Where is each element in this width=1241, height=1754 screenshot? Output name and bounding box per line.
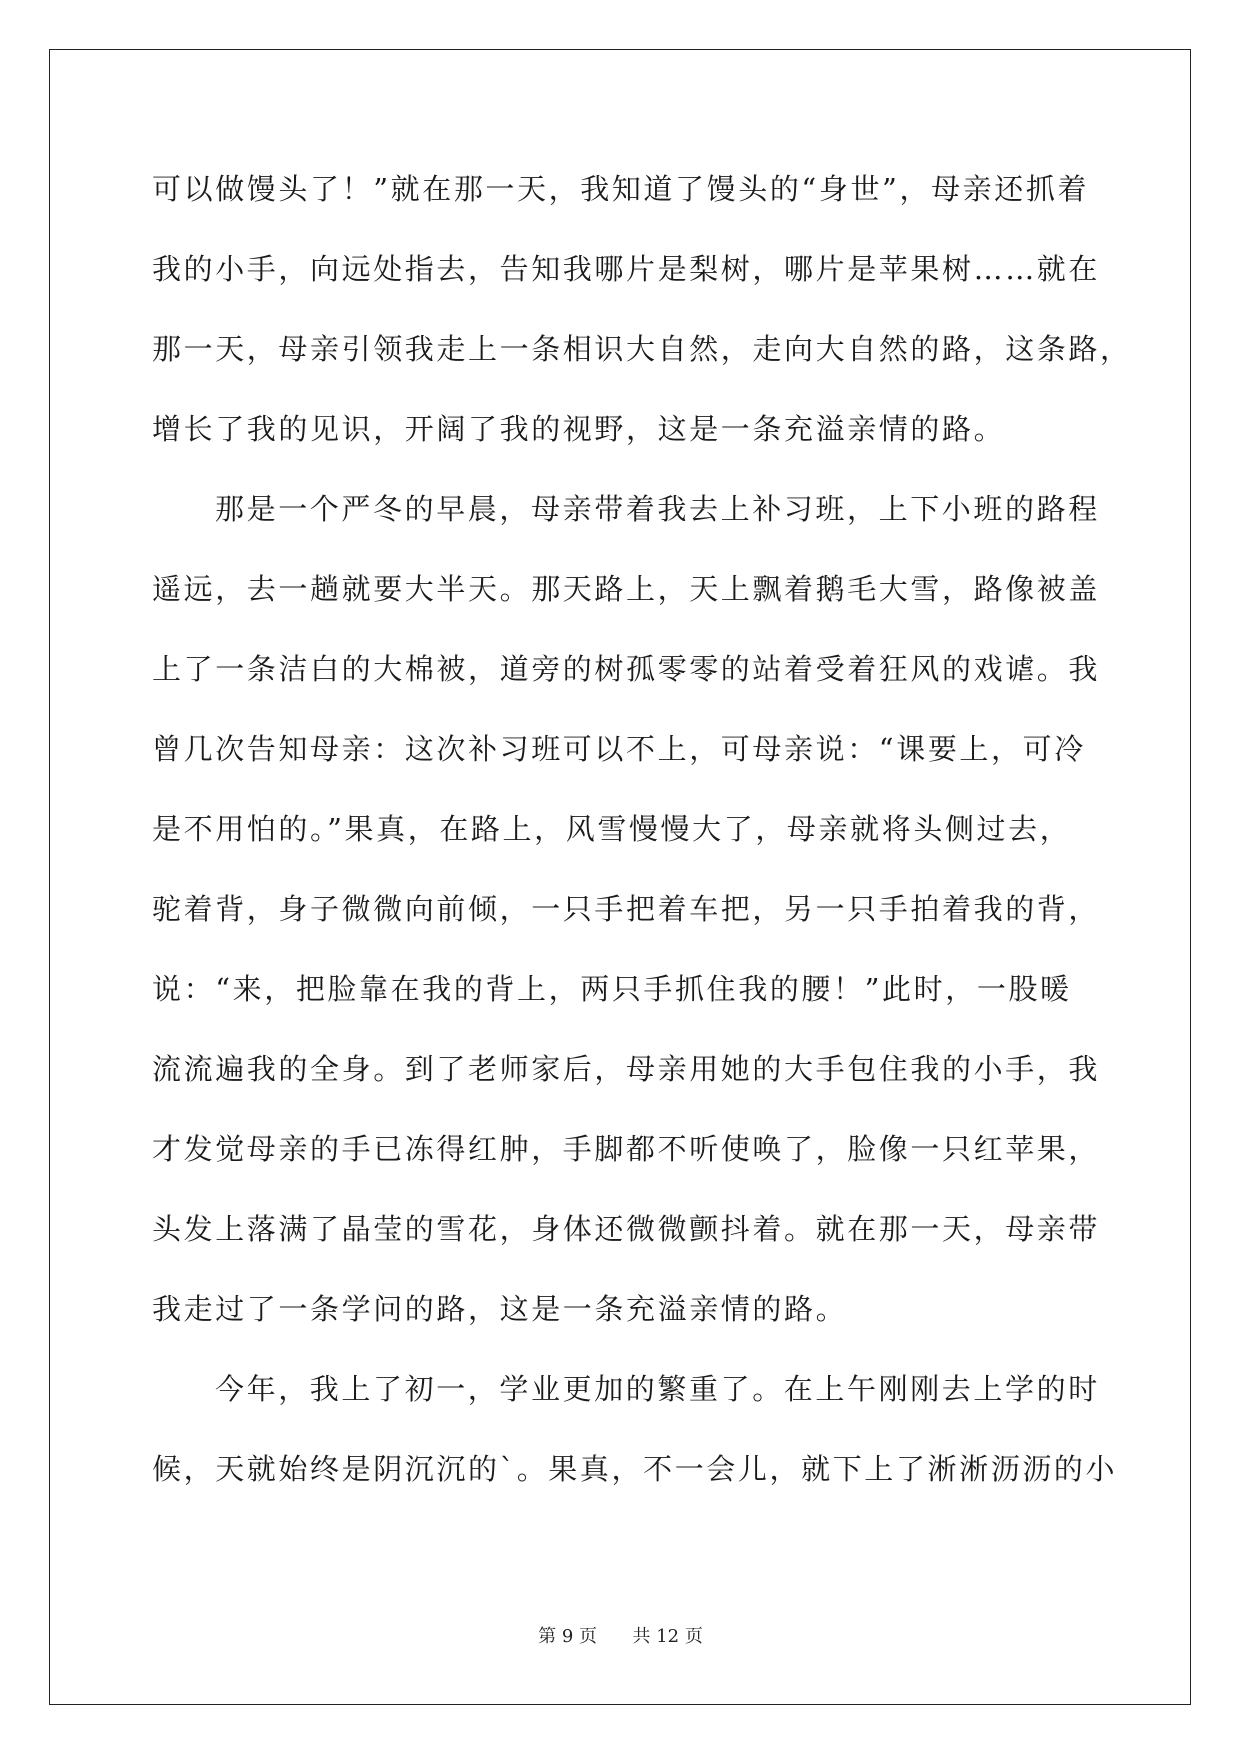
text-line: 候，天就始终是阴沉沉的`。果真，不一会儿，就下上了淅淅沥沥的小 xyxy=(152,1452,1118,1486)
text-line: 流流遍我的全身。到了老师家后，母亲用她的大手包住我的小手，我 xyxy=(152,1052,1101,1086)
paragraph-start-line: 那是一个严冬的早晨，母亲带着我去上补习班，上下小班的路程 xyxy=(215,492,1100,526)
page-number: 第 9 页 xyxy=(538,1626,598,1647)
text-line: 可以做馒头了！”就在那一天，我知道了馒头的“身世”，母亲还抓着 xyxy=(152,172,1090,206)
paragraph-start-line: 今年，我上了初一，学业更加的繁重了。在上午刚刚去上学的时 xyxy=(215,1372,1100,1406)
text-line: 增长了我的见识，开阔了我的视野，这是一条充溢亲情的路。 xyxy=(152,412,1006,446)
page-footer xyxy=(0,1622,1241,1648)
document-body xyxy=(152,160,1132,1520)
text-line: 是不用怕的。”果真，在路上，风雪慢慢大了，母亲就将头侧过去， xyxy=(152,812,1072,846)
text-line: 那一天，母亲引领我走上一条相识大自然，走向大自然的路，这条路， xyxy=(152,332,1132,366)
text-line: 头发上落满了晶莹的雪花，身体还微微颤抖着。就在那一天，母亲带 xyxy=(152,1212,1101,1246)
text-line: 遥远，去一趟就要大半天。那天路上，天上飘着鹅毛大雪，路像被盖 xyxy=(152,572,1101,606)
text-line: 才发觉母亲的手已冻得红肿，手脚都不听使唤了，脸像一只红苹果， xyxy=(152,1132,1101,1166)
page-total: 共 12 页 xyxy=(632,1626,703,1647)
text-line: 我的小手，向远处指去，告知我哪片是梨树，哪片是苹果树……就在 xyxy=(152,252,1101,286)
text-line: 上了一条洁白的大棉被，道旁的树孤零零的站着受着狂风的戏谑。我 xyxy=(152,652,1101,686)
text-line: 曾几次告知母亲：这次补习班可以不上，可母亲说：“课要上，可冷 xyxy=(152,732,1086,766)
text-line: 说：“来，把脸靠在我的背上，两只手抓住我的腰！”此时，一股暖 xyxy=(152,972,1072,1006)
text-line: 驼着背，身子微微向前倾，一只手把着车把，另一只手拍着我的背， xyxy=(152,892,1101,926)
text-line: 我走过了一条学问的路，这是一条充溢亲情的路。 xyxy=(152,1292,848,1326)
